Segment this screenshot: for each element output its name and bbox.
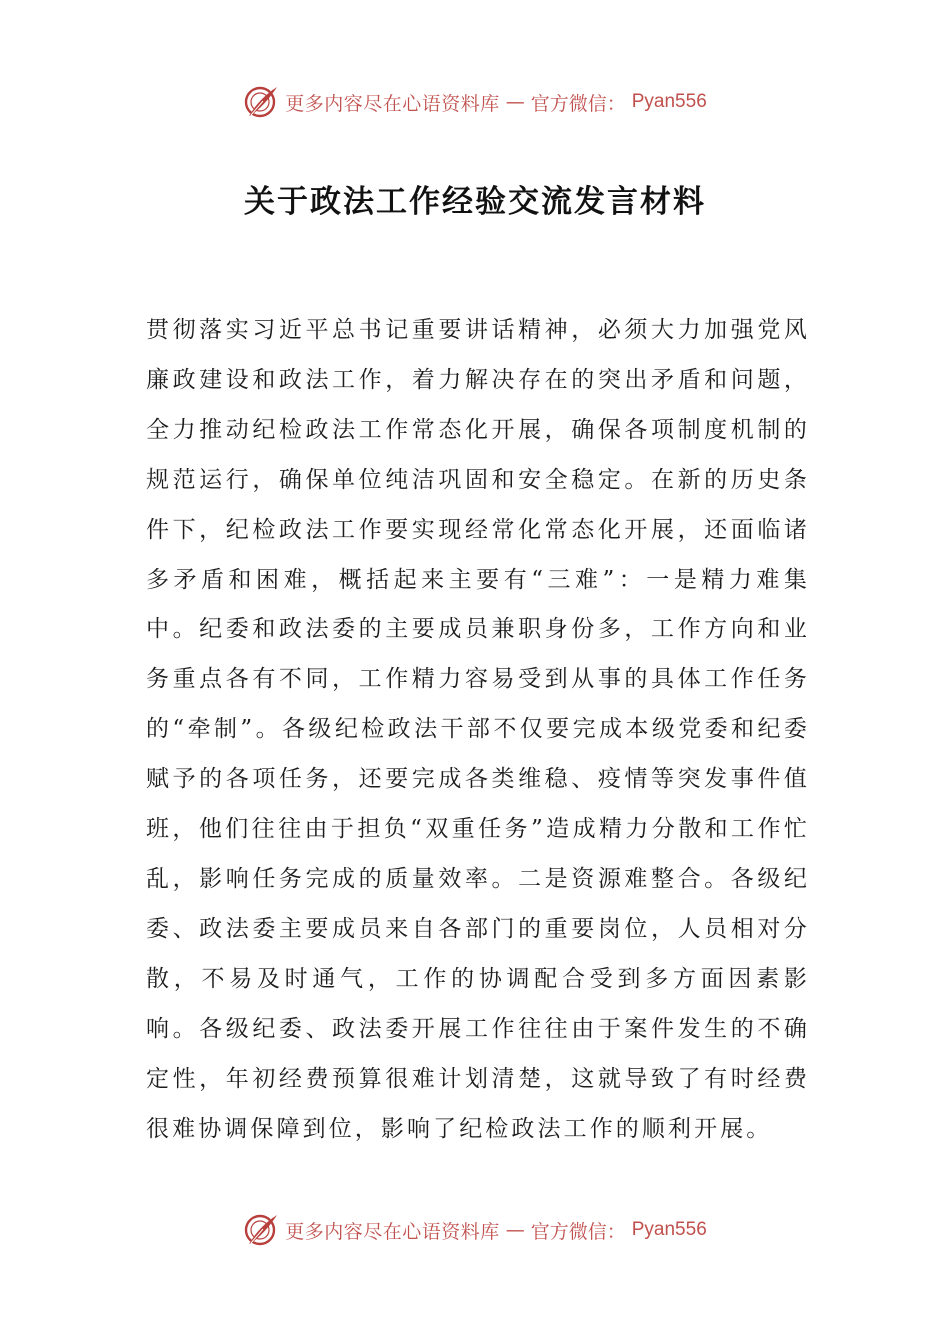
banner-separator: — <box>505 91 525 113</box>
document-title: 关于政法工作经验交流发言材料 <box>244 184 706 220</box>
banner-contact-id: Pyan556 <box>631 91 707 112</box>
banner-contact-label: 官方微信： <box>530 1220 626 1243</box>
banner-separator: — <box>505 1219 525 1241</box>
quill-pen-logo-icon <box>243 1212 279 1248</box>
body-paragraph: 贯彻落实习近平总书记重要讲话精神，必须大力加强党风廉政建设和政法工作，着力解决存在的突出矛盾和问题，全力推动纪检政法工作常态化开展，确保各项制度机制的规范运行，确保单位纯洁巩固和安全稳定。在新的历史条件下，纪检政法工作要实现经常化常态化开展，还面临诸多矛盾和困难，概括起来主要有“三难”：一是精力难集中。纪委和政法委的主要成员兼职身份多，工作方向和业务重点各有不同，工作精力容易受到从事的具体工作任务的“牵制”。各级纪检政法干部不仅要完成本级党委和纪委赋予的各项任务，还要完成各类维稳、疫情等突发事件值班，他们往往由于担负“双重任务”造成精力分散和工作忙乱，影响任务完成的质量效率。二是资源难整合。各级纪委、政法委主要成员来自各部门的重要岗位，人员相对分散，不易及时通气，工作的协调配合受到多方面因素影响。各级纪委、政法委开展工作往往由于案件发生的不确定性，年初经费预算很难计划清楚，这就导致了有时经费很难协调保障到位，影响了纪检政法工作的顺利开展。 <box>146 317 810 1142</box>
quill-pen-logo-icon <box>243 84 279 120</box>
banner-contact-id: Pyan556 <box>631 1219 707 1240</box>
banner-contact-label: 官方微信： <box>530 92 626 115</box>
banner-promo-text: 更多内容尽在心语资料库 <box>285 1220 500 1243</box>
header-banner <box>0 82 950 122</box>
footer-banner <box>0 1210 950 1250</box>
banner-promo-text: 更多内容尽在心语资料库 <box>285 92 500 115</box>
